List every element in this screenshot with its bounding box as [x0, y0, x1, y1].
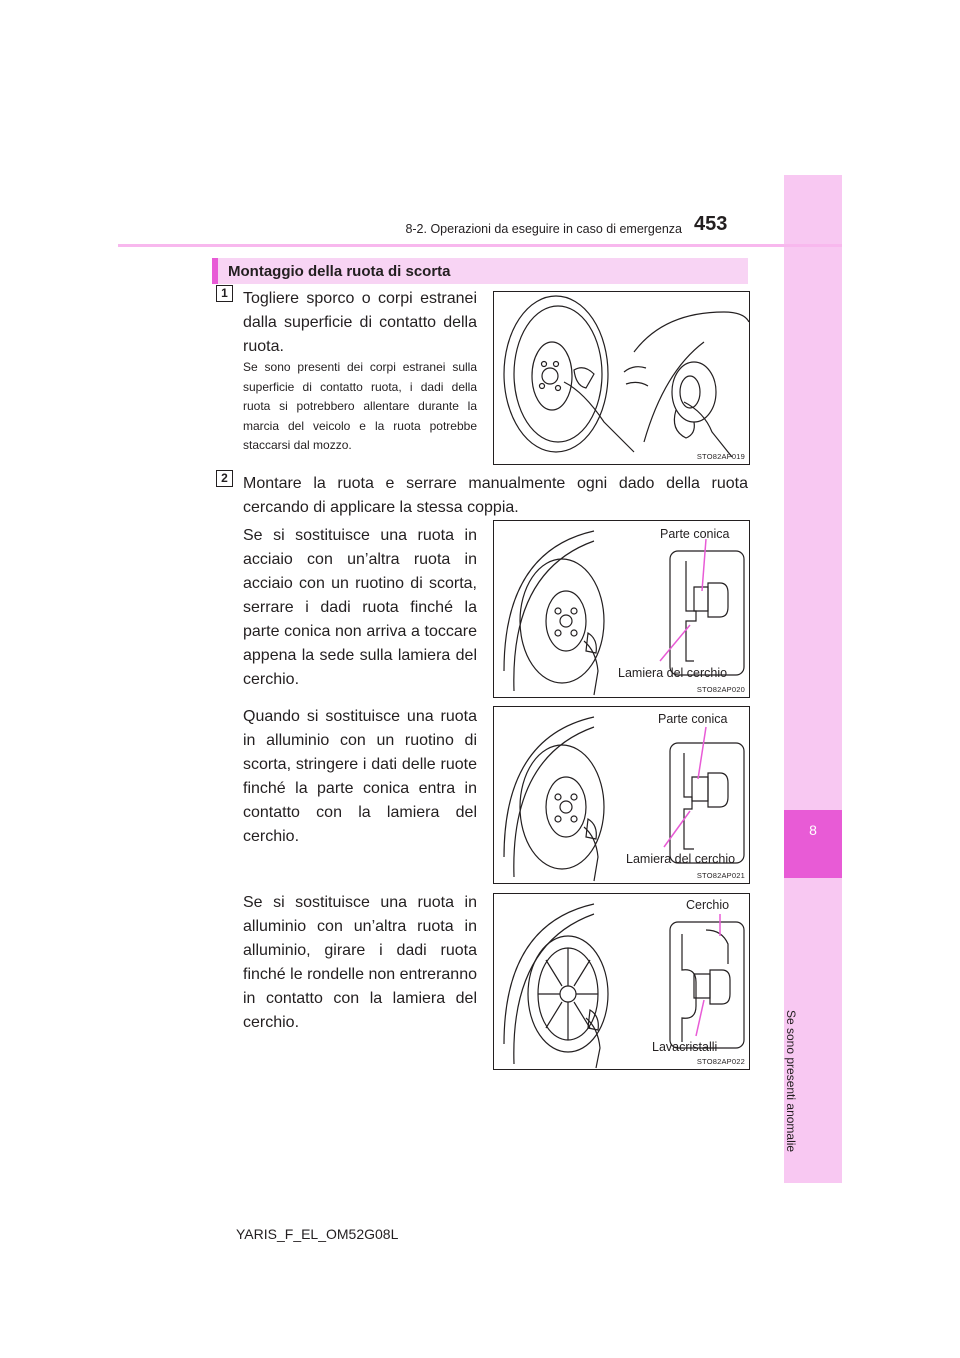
- figure-code: STO82AP022: [696, 1057, 745, 1066]
- page-number: 453: [694, 213, 728, 235]
- figure-code: STO82AP019: [696, 452, 745, 461]
- step-number-2: 2: [216, 470, 233, 487]
- chapter-title: Se sono presenti anomalie: [784, 1010, 798, 1153]
- callout-top: Parte conica: [660, 527, 730, 541]
- wheel-cleaning-illustration: [494, 292, 749, 464]
- figure-alloy-to-alloy: [493, 893, 750, 1070]
- step-1-text: Togliere sporco o corpi estranei dalla superficie di contatto della ruota.: [243, 290, 477, 355]
- header-section-title: 8-2. Operazioni da eseguire in caso di emergenza: [405, 222, 682, 236]
- callout-top: Parte conica: [658, 712, 728, 726]
- case-1-text: Se si sostituisce una ruota in acciaio con un’altra ruota in acciaio con un ruotino di scorta, serrare i dadi ruota finché la parte conica non arriva a toccare appena la sede sulla lamiera del cerchio.: [243, 527, 477, 688]
- chapter-number: 8: [809, 822, 817, 838]
- step-1-note: Se sono presenti dei corpi estranei sulla superficie di contatto ruota, i dadi della ruota si potrebbero allentare durante la marcia del veicolo e la ruota potrebbe staccarsi dal mozzo.: [243, 360, 477, 452]
- chapter-number-block: [784, 810, 842, 878]
- callout-bottom: Lamiera del cerchio: [618, 666, 728, 680]
- header-divider: [118, 244, 842, 247]
- section-title: Montaggio della ruota di scorta: [228, 263, 451, 280]
- callout-bottom: Lamiera del cerchio: [626, 852, 736, 866]
- step-number-1: 1: [216, 285, 233, 302]
- section-title-accent: [212, 258, 218, 284]
- footer-document-code: YARIS_F_EL_OM52G08L: [236, 1226, 399, 1242]
- figure-alloy-to-spare: [493, 706, 750, 884]
- figure-steel-to-steel: [493, 520, 750, 698]
- case-2-text: Quando si sostituisce una ruota in alluminio con un ruotino di scorta, stringere i dati delle ruote finché la parte conica entra in contatto con la lamiera del cerchio.: [243, 708, 477, 845]
- figure-code: STO82AP020: [696, 685, 745, 694]
- figure-code: STO82AP021: [696, 871, 745, 880]
- callout-bottom: Lavacristalli: [652, 1040, 718, 1054]
- step-2-text: Montare la ruota e serrare manualmente ogni dado della ruota cercando di applicare la stessa coppia.: [243, 475, 748, 516]
- figure-clean-hub: [493, 291, 750, 465]
- case-3-text: Se si sostituisce una ruota in alluminio con un’altra ruota in alluminio, girare i dadi ruota finché le rondelle non entreranno in contatto con la lamiera del cerchio.: [243, 894, 477, 1031]
- callout-top: Cerchio: [686, 898, 730, 912]
